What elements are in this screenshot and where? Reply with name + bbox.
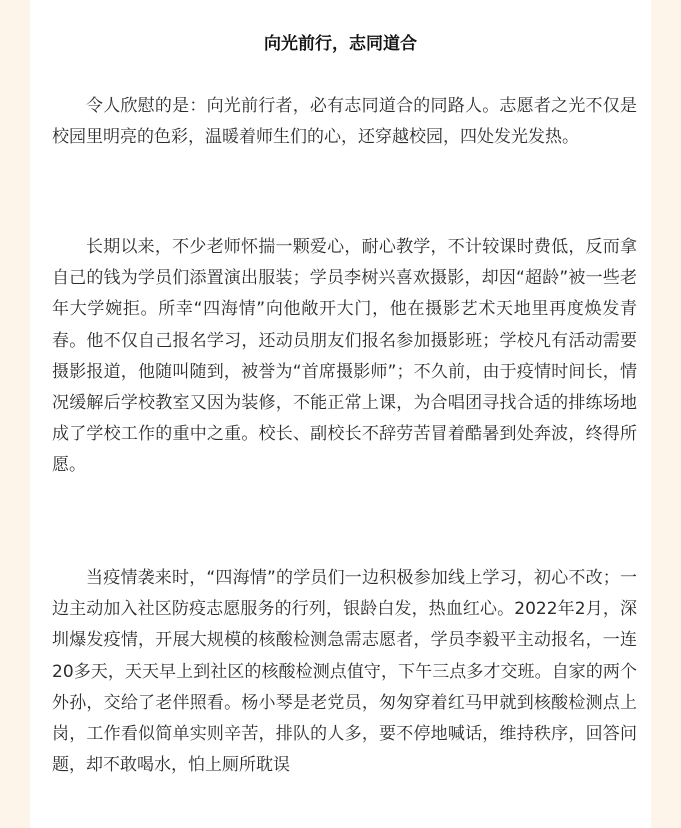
article-title: 向光前行，志同道合	[264, 34, 417, 54]
article-page	[30, 0, 651, 828]
article-paragraph: 当疫情袭来时，“四海情”的学员们一边积极参加线上学习，初心不改；一边主动加入社区防疫志愿服务的行列，银龄白发，热血红心。2022年2月，深圳爆发疫情，开展大规模的核酸检测急需志愿者，学员李毅平主动报名，一连20多天，天天早上到社区的核酸检测点值守，下午三点多才交班。自家的两个外孙，交给了老伴照看。杨小琴是老党员，匆匆穿着红马甲就到核酸检测点上岗，工作看似简单实则辛苦，排队的人多，要不停地喊话，维持秩序，回答问题，却不敢喝水，怕上厕所耽误	[52, 568, 637, 776]
article-paragraph: 长期以来，不少老师怀揣一颗爱心，耐心教学，不计较课时费低，反而拿自己的钱为学员们添置演出服装；学员李树兴喜欢摄影，却因“超龄”被一些老年大学婉拒。所幸“四海情”向他敞开大门，他在摄影艺术天地里再度焕发青春。他不仅自己报名学习，还动员朋友们报名参加摄影班；学校凡有活动需要摄影报道，他随叫随到，被誉为“首席摄影师”；不久前，由于疫情时间长，情况缓解后学校教室又因为装修，不能正常上课，为合唱团寻找合适的排练场地成了学校工作的重中之重。校长、副校长不辞劳苦冒着酷暑到处奔波，终得所愿。	[52, 237, 637, 476]
article-paragraph: 令人欣慰的是：向光前行者，必有志同道合的同路人。志愿者之光不仅是校园里明亮的色彩，温暖着师生们的心，还穿越校园，四处发光发热。	[52, 96, 637, 148]
